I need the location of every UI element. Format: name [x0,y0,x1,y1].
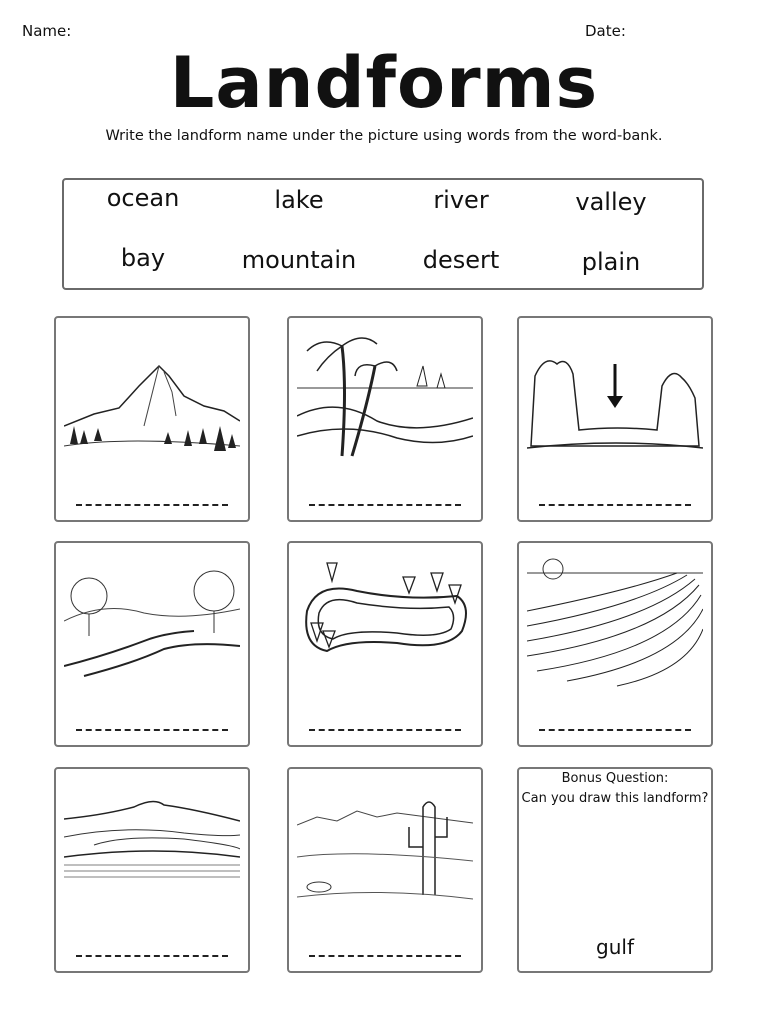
word-bank-mountain: mountain [241,246,357,274]
answer-line[interactable] [76,728,228,731]
card-mountain [54,316,250,522]
answer-line[interactable] [309,503,461,506]
card-ocean [287,316,483,522]
card-river [54,541,250,747]
answer-line[interactable] [309,728,461,731]
word-bank-lake: lake [274,186,324,214]
card-desert [287,767,483,973]
page-title: Landforms [169,42,599,124]
card-lake [287,541,483,747]
answer-line[interactable] [76,503,228,506]
card-bay [54,767,250,973]
river-icon [64,551,240,691]
ocean-icon [297,326,473,466]
valley-icon [527,326,703,466]
desert-icon [297,777,473,917]
word-bank-plain: plain [581,248,641,276]
instructions: Write the landform name under the picture using words from the word-bank. [105,128,663,144]
word-bank-bay: bay [120,244,166,272]
bonus-word: gulf [596,935,634,959]
word-bank-valley: valley [575,188,647,216]
mountain-icon [64,326,240,466]
name-label: Name: [22,22,72,40]
lake-icon [297,551,473,691]
bonus-card[interactable] [517,767,713,973]
word-bank-river: river [433,186,489,214]
date-label: Date: [585,22,626,40]
word-bank-ocean: ocean [106,184,180,212]
answer-line[interactable] [539,728,691,731]
answer-line[interactable] [76,954,228,957]
plain-icon [527,551,703,691]
answer-line[interactable] [309,954,461,957]
card-plain [517,541,713,747]
word-bank-desert: desert [422,246,500,274]
word-bank [62,178,704,290]
card-valley [517,316,713,522]
answer-line[interactable] [539,503,691,506]
bay-icon [64,777,240,917]
bonus-title: Bonus Question: [561,771,669,786]
bonus-prompt: Can you draw this landform? [521,791,709,806]
